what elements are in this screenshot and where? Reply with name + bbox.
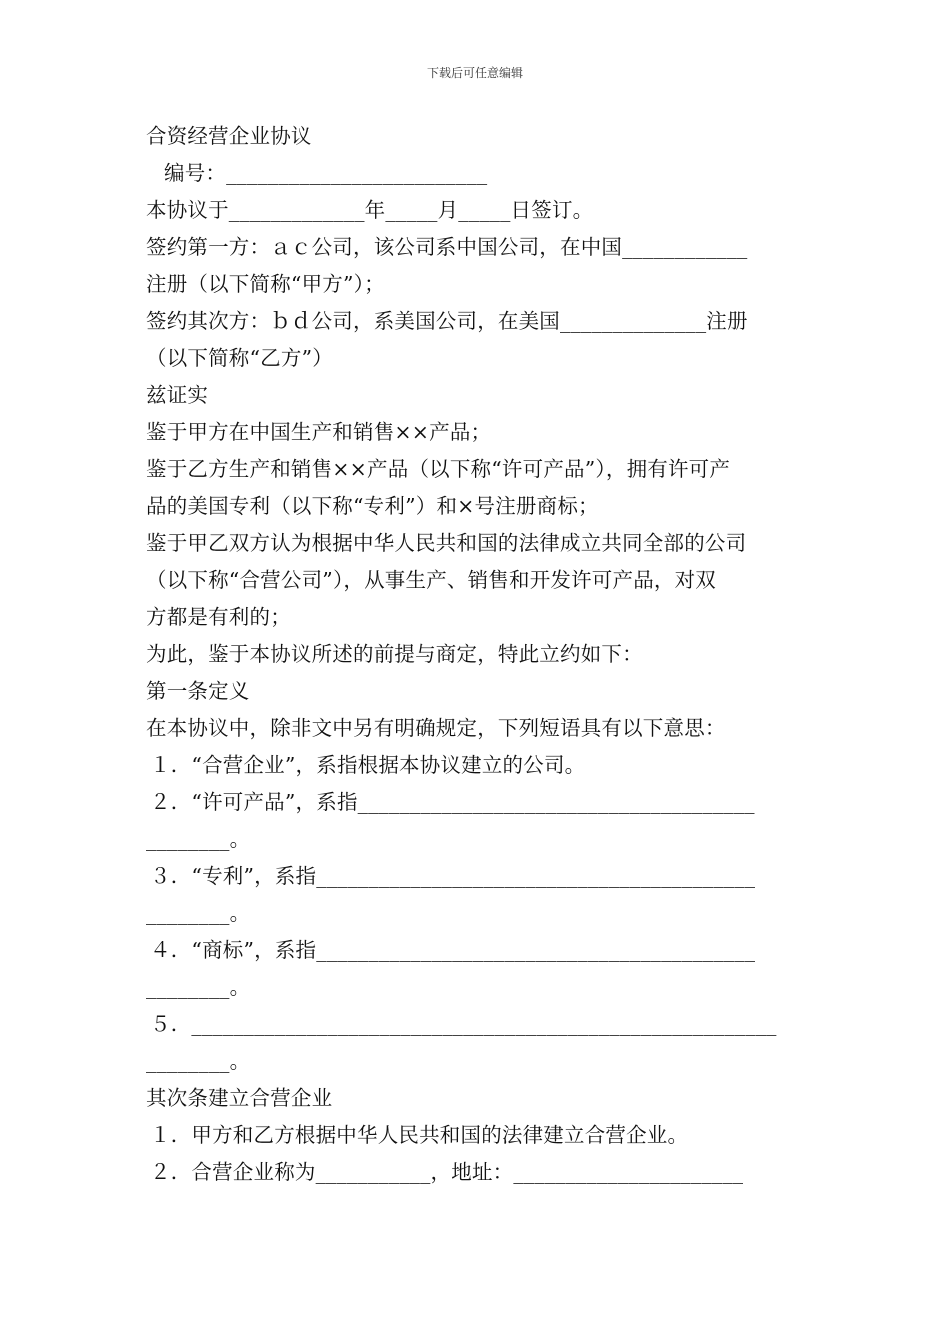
contract-number-line: 编号：_________________________ (164, 161, 488, 185)
document-body (146, 118, 806, 1191)
party-b-line-2: （以下简称“乙方”） (146, 346, 333, 370)
signing-date-line: 本协议于_____________年_____月_____日签订。 (146, 198, 594, 222)
definition-4-line-1: ４．“商标”，系指__________________________________________ (150, 938, 756, 962)
article-2-clause-1: １．甲方和乙方根据中华人民共和国的法律建立合营企业。 (150, 1123, 689, 1147)
agreement-intro: 为此，鉴于本协议所述的前提与商定，特此立约如下： (146, 642, 643, 666)
definition-3-line-1: ３．“专利”，系指__________________________________________ (150, 864, 756, 888)
recital-2-line-1: 鉴于乙方生产和销售××产品（以下称“许可产品”），拥有许可产 (146, 457, 731, 481)
party-a-line-1: 签约第一方：ａｃ公司，该公司系中国公司，在中国____________ (146, 235, 748, 259)
article-2-clause-2: ２．合营企业称为___________，地址：______________________ (150, 1160, 744, 1184)
header-note: 下载后可任意编辑 (426, 66, 523, 80)
recital-3-line-2: （以下称“合营公司”），从事生产、销售和开发许可产品，对双 (146, 568, 717, 592)
definition-2-line-2: ________。 (146, 827, 251, 851)
definition-1: １．“合营企业”，系指根据本协议建立的公司。 (150, 753, 586, 777)
definition-5-line-1: ５．________________________________________________________ (150, 1012, 777, 1036)
recital-1: 鉴于甲方在中国生产和销售××产品； (146, 420, 492, 444)
definition-4-line-2: ________。 (146, 975, 251, 999)
recital-3-line-3: 方都是有利的； (146, 605, 291, 629)
definitions-intro: 在本协议中，除非文中另有明确规定，下列短语具有以下意思： (146, 716, 726, 740)
recital-3-line-1: 鉴于甲乙双方认为根据中华人民共和国的法律成立共同全部的公司 (146, 531, 747, 555)
recital-2-line-2: 品的美国专利（以下称“专利”）和×号注册商标； (146, 494, 599, 518)
document-title: 合资经营企业协议 (146, 124, 312, 148)
witness-line: 兹证实 (146, 383, 209, 407)
article-2-heading: 其次条建立合营企业 (146, 1086, 333, 1110)
definition-5-line-2: ________。 (146, 1049, 251, 1073)
party-a-line-2: 注册（以下简称“甲方”）； (146, 272, 385, 296)
definition-2-line-1: ２．“许可产品”，系指______________________________________ (150, 790, 755, 814)
article-1-heading: 第一条定义 (146, 679, 250, 703)
definition-3-line-2: ________。 (146, 901, 251, 925)
party-b-line-1: 签约其次方：ｂｄ公司，系美国公司，在美国______________注册 (146, 309, 748, 333)
